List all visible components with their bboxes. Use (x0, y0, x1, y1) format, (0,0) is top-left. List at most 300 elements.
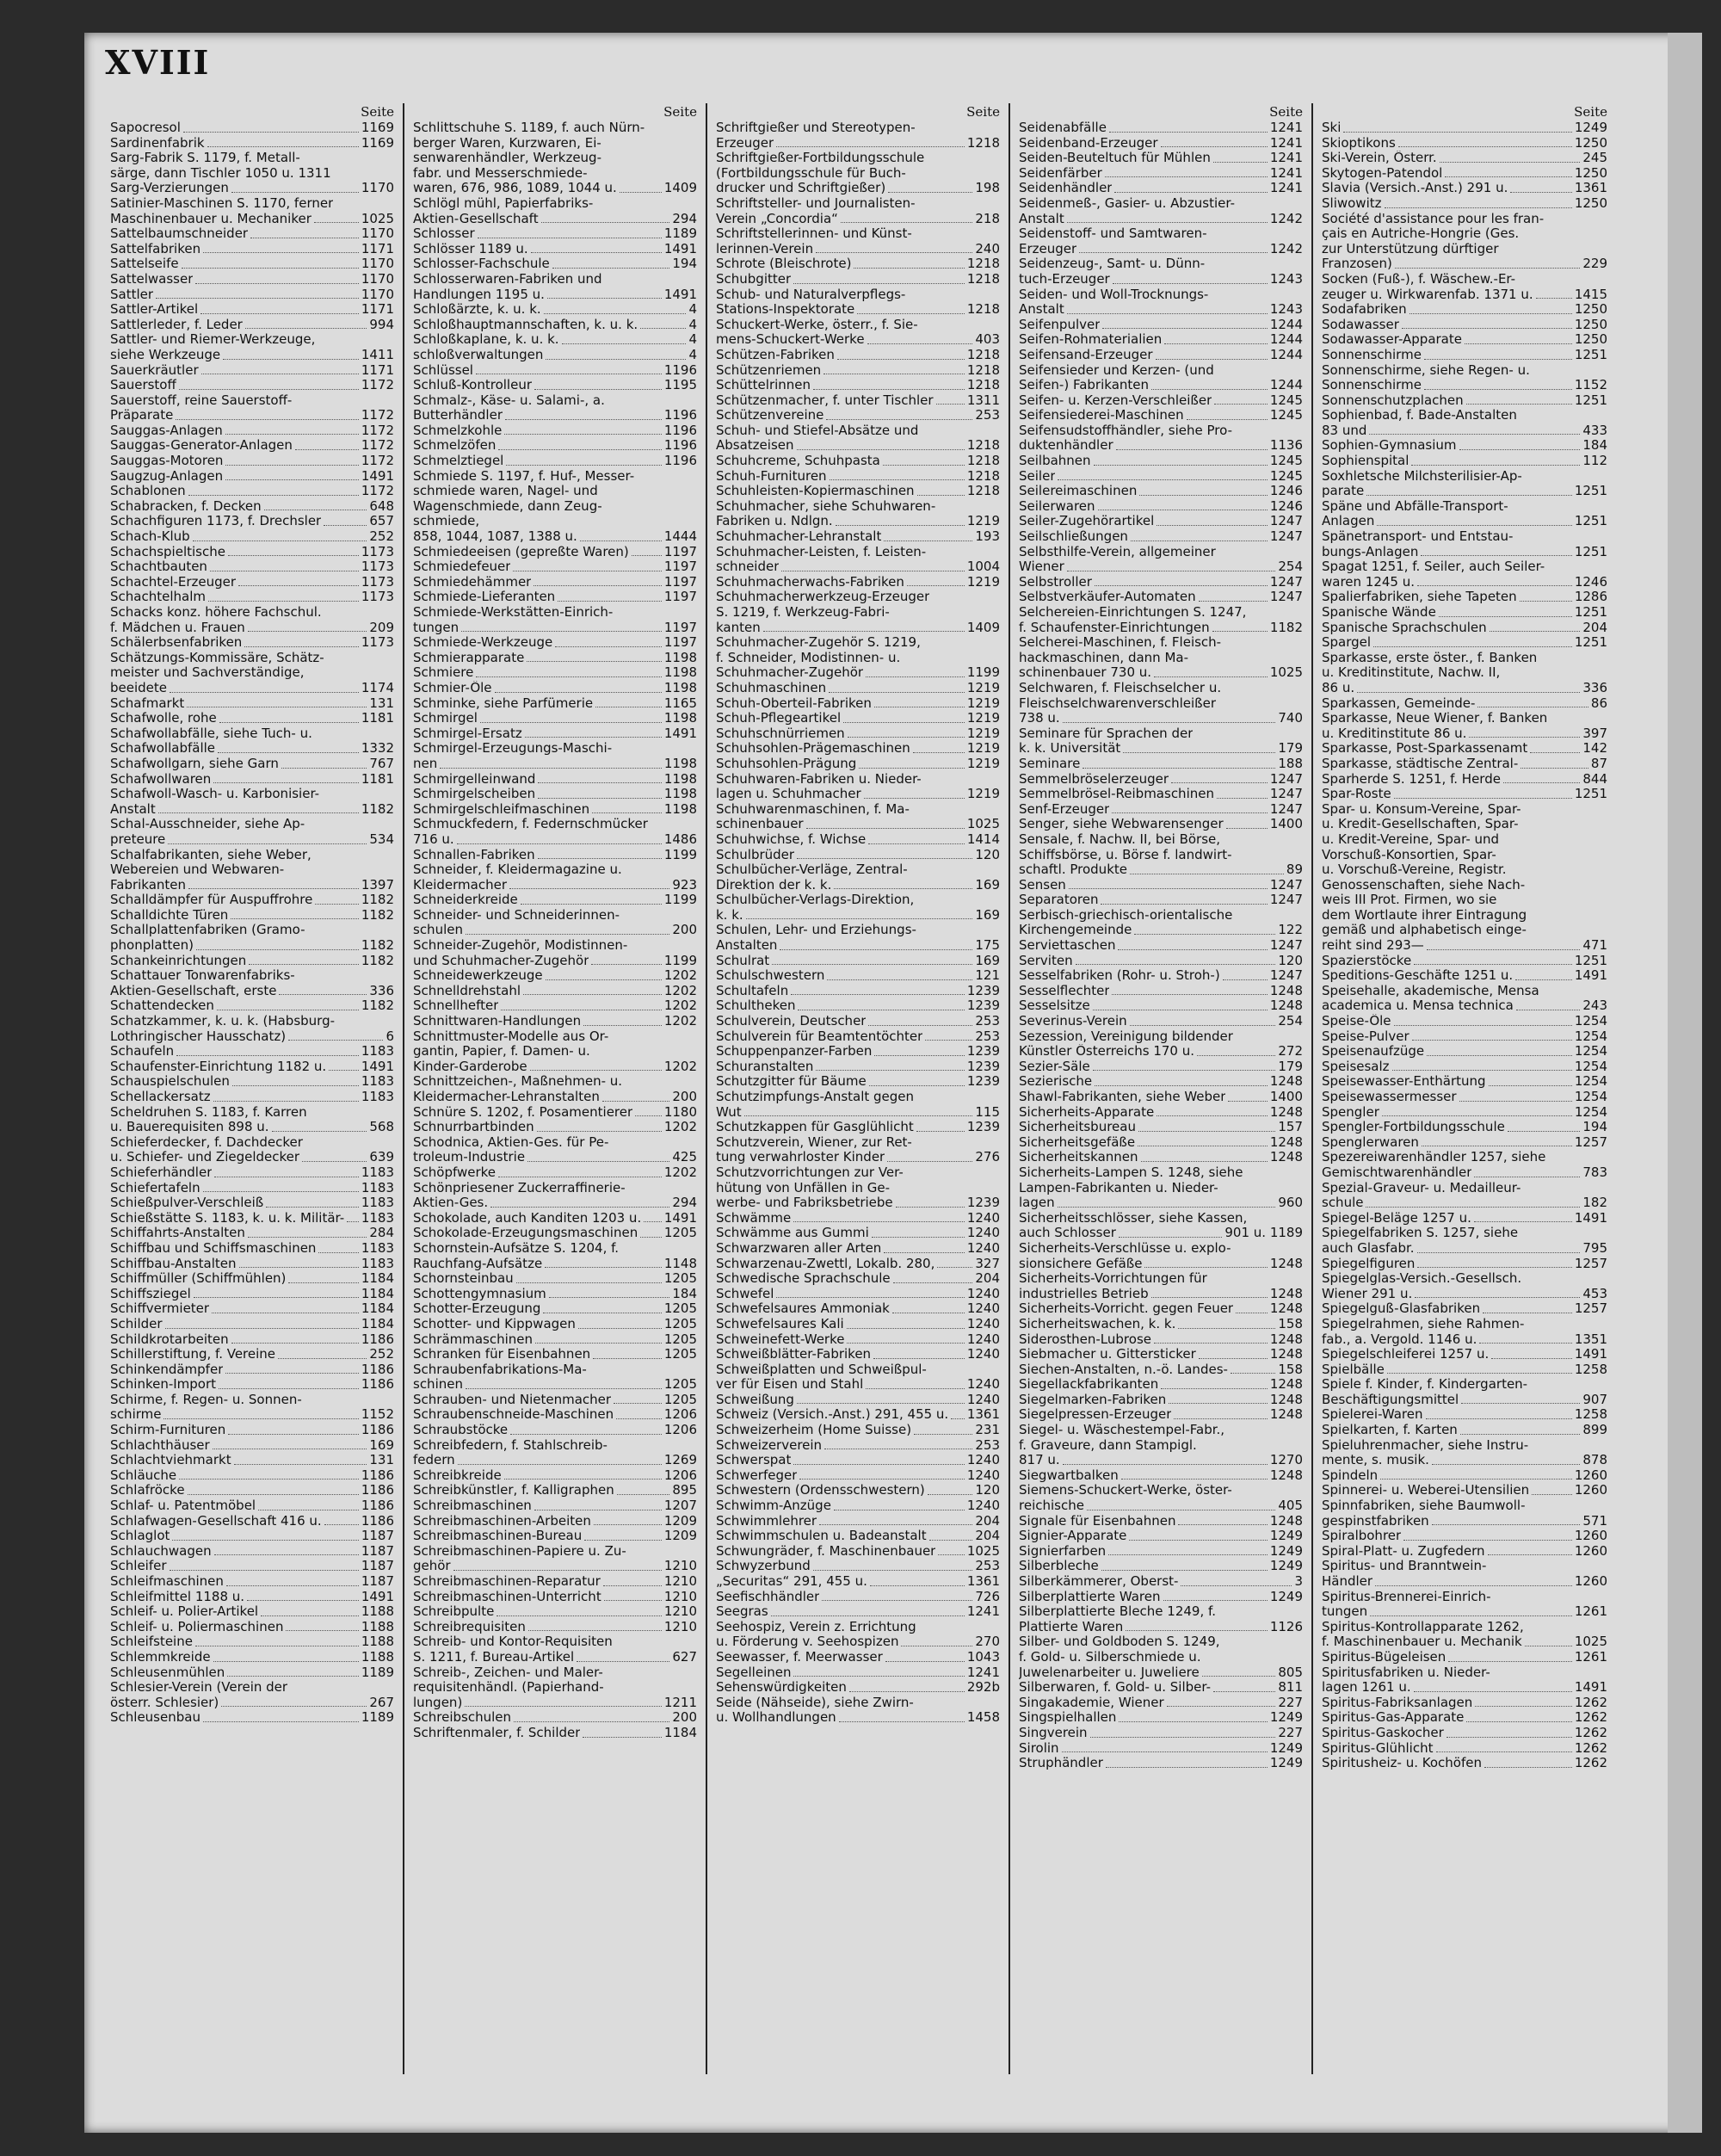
entry-term: Sirolin (1019, 1740, 1059, 1756)
entry-term: Schwarzwaren aller Arten (716, 1240, 882, 1256)
entry-term: Anstalt (1019, 302, 1064, 318)
index-entry (110, 696, 394, 712)
entry-page: 179 (1278, 1059, 1303, 1074)
index-entry (110, 1665, 394, 1681)
index-entry (1322, 1514, 1607, 1529)
entry-page: 1260 (1574, 1529, 1607, 1544)
leader-dots (1116, 449, 1268, 450)
entry-page: 131 (369, 695, 394, 711)
entry-page: 1249 (1269, 1589, 1303, 1604)
entry-term: Schubgitter (716, 271, 792, 287)
entry-term: Schützen-Fabriken (716, 347, 835, 362)
leader-dots (827, 979, 972, 980)
leader-dots (829, 692, 965, 693)
leader-dots (1212, 631, 1268, 632)
leader-dots (1489, 1085, 1572, 1086)
index-entry (1019, 635, 1303, 651)
index-entry (413, 1544, 697, 1560)
leader-dots (771, 1615, 965, 1616)
leader-dots (1366, 1207, 1580, 1208)
entry-page: 1248 (1269, 1407, 1303, 1423)
leader-dots (549, 1297, 670, 1298)
leader-dots (839, 1721, 965, 1722)
entry-page: 1184 (361, 1286, 394, 1301)
entry-page: 1205 (663, 1301, 697, 1317)
entry-page: 1219 (966, 787, 1000, 802)
entry-page: 1197 (663, 559, 697, 575)
entry-page: 1169 (361, 120, 394, 135)
index-entry (110, 454, 394, 469)
index-entry (1322, 1574, 1607, 1590)
entry-page: 1004 (966, 559, 1000, 575)
index-entry (1322, 802, 1607, 818)
entry-page: 1182 (361, 801, 394, 817)
entry-page: 1248 (1269, 1256, 1303, 1271)
entry-page: 405 (1278, 1498, 1303, 1514)
index-entry (110, 1453, 394, 1468)
entry-page: 1197 (663, 590, 697, 605)
entry-page: 1409 (663, 181, 697, 196)
entry-page: 294 (672, 211, 697, 226)
leader-dots (476, 676, 661, 677)
index-entry (110, 1241, 394, 1257)
entry-term: Schreibpulte (413, 1604, 495, 1620)
entry-page: 1239 (966, 1074, 1000, 1090)
entry-term: Schmirgelschleifmaschinen (413, 801, 590, 817)
entry-term: Schotter-Erzeugung (413, 1301, 541, 1317)
entry-page: 227 (1278, 1695, 1303, 1710)
index-entry (716, 968, 1000, 984)
entry-term: Spieluhrenmacher, siehe Instru- (1322, 1437, 1529, 1453)
column-header: Seite (1574, 104, 1607, 120)
index-entry (413, 151, 697, 166)
entry-page: 1248 (1269, 1377, 1303, 1393)
index-entry (1322, 1377, 1607, 1393)
entry-page: 1251 (1574, 514, 1607, 529)
leader-dots (318, 1252, 358, 1253)
entry-page: 1199 (966, 665, 1000, 681)
entry-page: 1491 (663, 241, 697, 256)
entry-term: Schildkrotarbeiten (110, 1331, 229, 1347)
entry-term: waren, 676, 986, 1089, 1044 u. (413, 181, 617, 196)
entry-term: Spielerei-Waren (1322, 1407, 1423, 1423)
entry-page: 1251 (1574, 787, 1607, 802)
leader-dots (461, 631, 662, 632)
entry-term: Schuh- und Stiefel-Absätze und (716, 423, 919, 438)
entry-page: 1202 (663, 1014, 697, 1029)
index-entry (110, 1135, 394, 1151)
entry-term: gehör (413, 1559, 451, 1574)
index-entry (413, 529, 697, 545)
entry-term: Schminke, siehe Parfümerie (413, 695, 594, 711)
entry-term: Spanische Sprachschulen (1322, 620, 1487, 635)
index-entry (110, 1059, 394, 1075)
leader-dots (813, 389, 965, 390)
entry-page: 1248 (1269, 1392, 1303, 1407)
entry-term: Handlungen 1195 u. (413, 287, 545, 302)
leader-dots (1138, 1131, 1275, 1132)
entry-term: Schulverein für Beamtentöchter (716, 1029, 923, 1044)
entry-term: Sicherheitsgefäße (1019, 1134, 1136, 1150)
index-entry (1322, 954, 1607, 969)
entry-page: 131 (369, 1453, 394, 1468)
entry-page: 1218 (966, 454, 1000, 469)
index-entry (1019, 923, 1303, 938)
index-entry (1322, 1650, 1607, 1665)
leader-dots (1157, 525, 1268, 526)
index-entry (1322, 1211, 1607, 1226)
index-entry (413, 1362, 697, 1378)
entry-term: Schöpfwerke (413, 1164, 497, 1180)
entry-page: 1165 (663, 695, 697, 711)
entry-term: Separatoren (1019, 893, 1099, 908)
leader-dots (1174, 1418, 1267, 1419)
leader-dots (848, 737, 965, 738)
entry-term: Schulrat (716, 953, 770, 968)
entry-page: 1043 (966, 1649, 1000, 1665)
entry-term: Schraubstöcke (413, 1423, 509, 1438)
index-entry (1322, 621, 1607, 636)
leader-dots (165, 1328, 359, 1329)
entry-page: 1126 (1269, 1619, 1303, 1634)
entry-page: 6 (386, 1029, 394, 1044)
index-entry (110, 348, 394, 363)
entry-term: Schmiere (413, 665, 474, 681)
leader-dots (1095, 585, 1268, 586)
entry-page: 1262 (1574, 1756, 1607, 1771)
index-entry (110, 287, 394, 303)
index-entry (716, 848, 1000, 863)
entry-term: Seilbahnen (1019, 454, 1091, 469)
entry-page: 1198 (663, 711, 697, 726)
index-entry (110, 1514, 394, 1529)
entry-term: Schuckert-Werke, österr., f. Sie- (716, 317, 918, 332)
index-entry (716, 635, 1000, 651)
index-entry (110, 120, 394, 136)
entry-term: Spiritus-Bügeleisen (1322, 1649, 1447, 1665)
entry-term: schulen (413, 923, 463, 938)
entry-page: 1247 (1269, 893, 1303, 908)
index-entry (1322, 590, 1607, 605)
entry-term: Anstalt (1019, 211, 1064, 226)
leader-dots (1069, 888, 1268, 889)
entry-term: Schalldichte Türen (110, 907, 229, 923)
leader-dots (1163, 1600, 1268, 1601)
index-entry (413, 726, 697, 742)
index-entry (1322, 605, 1607, 621)
index-entry (1019, 1710, 1303, 1726)
index-entry (413, 1620, 697, 1635)
entry-page: 240 (975, 241, 1000, 256)
index-entry (413, 1498, 697, 1514)
index-entry (716, 757, 1000, 772)
index-entry (1019, 984, 1303, 999)
entry-term: Spengler (1322, 1104, 1379, 1120)
entry-term: schneider (716, 559, 780, 575)
leader-dots (537, 1131, 662, 1132)
entry-term: Schmierapparate (413, 650, 525, 665)
index-entry (1019, 1544, 1303, 1560)
entry-page: 1250 (1574, 302, 1607, 318)
entry-page: 245 (1582, 151, 1607, 166)
entry-term: Schlachthäuser (110, 1437, 210, 1453)
leader-dots (1226, 828, 1268, 829)
entry-page: 1409 (966, 620, 1000, 635)
leader-dots (490, 1207, 669, 1208)
entry-page: 1248 (1269, 1104, 1303, 1120)
index-entry (1019, 469, 1303, 485)
entry-page: 1245 (1269, 468, 1303, 484)
leader-dots (1228, 1101, 1267, 1102)
index-entry (716, 696, 1000, 712)
index-entry (110, 1468, 394, 1484)
index-entry (1019, 968, 1303, 984)
entry-term: Schachtel-Erzeuger (110, 574, 237, 590)
leader-dots (843, 722, 965, 723)
entry-page: 1172 (361, 378, 394, 393)
entry-term: Senger, siehe Webwarensenger (1019, 817, 1224, 832)
entry-page: 1257 (1574, 1134, 1607, 1150)
entry-term: Schnallen-Fabriken (413, 847, 535, 862)
entry-term: Schuhcreme, Schuhpasta (716, 454, 880, 469)
entry-term: Senf-Erzeuger (1019, 801, 1110, 817)
leader-dots (836, 525, 965, 526)
entry-term: Sezierische (1019, 1074, 1093, 1090)
index-entry (110, 514, 394, 529)
index-entry (413, 696, 697, 712)
entry-term: Schiffsziegel (110, 1286, 191, 1301)
index-entry (413, 166, 697, 182)
index-entry (1322, 1271, 1607, 1287)
index-entry (1322, 1604, 1607, 1620)
entry-term: Schuhwaren-Fabriken u. Nieder- (716, 771, 922, 787)
entry-page: 231 (975, 1423, 1000, 1438)
entry-page: 120 (1278, 953, 1303, 968)
index-entry (1322, 499, 1607, 515)
entry-page: 1205 (663, 1392, 697, 1407)
entry-term: Aktien-Ges. (413, 1195, 489, 1211)
entry-term: Präparate (110, 408, 174, 423)
entry-page: 1173 (361, 544, 394, 559)
entry-term: Sodawasser (1322, 317, 1399, 332)
index-entry (716, 1453, 1000, 1468)
index-entry (110, 181, 394, 196)
index-entry (1322, 226, 1607, 242)
index-entry (1322, 1696, 1607, 1711)
entry-term: Schuhmacher-Leisten, f. Leisten- (716, 544, 927, 559)
leader-dots (219, 1388, 359, 1389)
leader-dots (591, 964, 661, 965)
entry-term: Schmuckfedern, f. Federnschmücker (413, 817, 648, 832)
entry-page: 1187 (361, 1574, 394, 1589)
index-entry (110, 1074, 394, 1090)
entry-page: 1202 (663, 1059, 697, 1074)
entry-term: Sophienspital (1322, 454, 1409, 469)
entry-term: Semmelbrösel-Reibmaschinen (1019, 787, 1214, 802)
index-entry (1019, 1696, 1303, 1711)
entry-page: 1248 (1269, 1467, 1303, 1483)
entry-page: 1202 (663, 983, 697, 998)
leader-dots (168, 843, 367, 844)
index-entry (110, 529, 394, 545)
entry-term: Schriftenmaler, f. Schilder (413, 1725, 581, 1740)
index-entry (716, 1226, 1000, 1241)
entry-term: lagen (1019, 1195, 1055, 1211)
leader-dots (1171, 782, 1268, 783)
entry-term: Schloßhauptmannschaften, k. u. k. (413, 317, 638, 332)
leader-dots (1465, 343, 1572, 344)
entry-term: Händler (1322, 1574, 1373, 1589)
entry-term: schinenbauer (716, 817, 804, 832)
index-entry (413, 757, 697, 772)
entry-term: Schachspieltische (110, 544, 225, 559)
index-entry (413, 332, 697, 348)
index-entry (1019, 1453, 1303, 1468)
index-entry (1019, 1741, 1303, 1757)
index-entry (716, 665, 1000, 681)
entry-page: 1202 (663, 1164, 697, 1180)
entry-term: Schnurrbartbinden (413, 1120, 534, 1135)
index-entry (716, 938, 1000, 954)
leader-dots (602, 1101, 670, 1102)
entry-page: 1245 (1269, 392, 1303, 408)
leader-dots (578, 1328, 662, 1329)
entry-page: 1245 (1269, 454, 1303, 469)
index-entry (1322, 862, 1607, 878)
entry-term: Spinnerei- u. Weberei-Utensilien (1322, 1483, 1530, 1498)
entry-page: 4 (688, 317, 697, 332)
entry-page: 1183 (361, 1256, 394, 1271)
leader-dots (329, 1070, 359, 1071)
entry-term: f. Gold- u. Silberschmiede u. (1019, 1649, 1201, 1665)
index-entry (716, 1590, 1000, 1605)
entry-page: 1241 (1269, 151, 1303, 166)
index-entry (1019, 908, 1303, 924)
leader-dots (547, 298, 662, 299)
entry-term: Siderosthen-Lubrose (1019, 1331, 1151, 1347)
leader-dots (1394, 1025, 1572, 1026)
leader-dots (498, 449, 661, 450)
entry-term: Schacks konz. höhere Fachschul. (110, 605, 322, 620)
leader-dots (1118, 949, 1267, 950)
leader-dots (538, 782, 661, 783)
entry-page: 740 (1278, 711, 1303, 726)
leader-dots (1394, 798, 1572, 799)
entry-term: nen (413, 756, 438, 771)
entry-term: Silberkämmerer, Oberst- (1019, 1574, 1179, 1589)
leader-dots (281, 768, 367, 769)
entry-term: Schreib- und Kontor-Requisiten (413, 1634, 613, 1650)
index-entry (716, 1014, 1000, 1029)
entry-page: 1183 (361, 1210, 394, 1226)
leader-dots (555, 646, 662, 647)
entry-term: Schuranstalten (716, 1059, 814, 1074)
index-entry (1322, 923, 1607, 938)
entry-term: Schlafwagen-Gesellschaft 416 u. (110, 1513, 322, 1529)
index-entry (413, 681, 697, 696)
index-entry (1322, 378, 1607, 393)
index-entry (110, 1620, 394, 1635)
entry-term: Sardinenfabrik (110, 135, 205, 151)
leader-dots (1414, 1691, 1572, 1692)
leader-dots (1382, 1115, 1572, 1116)
leader-dots (859, 768, 965, 769)
index-entry (1019, 151, 1303, 166)
index-entry (413, 1696, 697, 1711)
index-entry (1322, 1090, 1607, 1105)
index-entry (1019, 1271, 1303, 1287)
index-entry (1322, 651, 1607, 666)
index-entry (413, 1650, 697, 1665)
index-entry (716, 454, 1000, 469)
index-entry (110, 1634, 394, 1650)
index-entry (1322, 908, 1607, 924)
leader-dots (1536, 298, 1572, 299)
entry-term: Schleifmittel 1188 u. (110, 1589, 245, 1604)
entry-term: Sauggas-Anlagen (110, 423, 223, 438)
entry-term: Butterhändler (413, 408, 503, 423)
leader-dots (1167, 1706, 1276, 1707)
leader-dots (1426, 1418, 1572, 1419)
entry-page: 1202 (663, 968, 697, 984)
entry-page: 1196 (663, 408, 697, 423)
entry-page: 1258 (1574, 1362, 1607, 1377)
entry-term: Schriftgießer und Stereotypen- (716, 120, 916, 135)
entry-term: Schlauchwagen (110, 1543, 212, 1559)
entry-term: Silberplattierte Bleche 1249, f. (1019, 1604, 1216, 1620)
entry-term: särge, dann Tischler 1050 u. 1311 (110, 165, 331, 181)
leader-dots (772, 964, 972, 965)
entry-page: 1249 (1269, 1740, 1303, 1756)
leader-dots (1109, 132, 1268, 133)
index-entry (1019, 665, 1303, 681)
index-entry (1322, 1680, 1607, 1696)
entry-term: 817 u. (1019, 1453, 1060, 1468)
entry-page: 1247 (1269, 574, 1303, 590)
leader-dots (1108, 1554, 1268, 1555)
leader-dots (866, 1388, 965, 1389)
entry-term: Signale für Eisenbahnen (1019, 1513, 1176, 1529)
index-entry (1019, 1665, 1303, 1681)
leader-dots (1178, 1328, 1275, 1329)
entry-term: Sensale, f. Nachw. II, bei Börse, (1019, 831, 1221, 847)
leader-dots (1366, 495, 1572, 496)
entry-term: Schutzgitter für Bäume (716, 1074, 867, 1090)
index-entry (716, 332, 1000, 348)
entry-page: 1491 (1574, 1347, 1607, 1362)
entry-page: 1246 (1269, 498, 1303, 514)
index-entry (716, 151, 1000, 166)
entry-page: 1181 (361, 711, 394, 726)
entry-term: Schweizerverein (716, 1437, 823, 1453)
entry-term: industrielles Betrieb (1019, 1286, 1149, 1301)
index-entry (1322, 1407, 1607, 1423)
index-entry (1019, 1120, 1303, 1135)
entry-term: Schmiede-Werkstätten-Einrich- (413, 605, 614, 620)
index-entry (1019, 998, 1303, 1014)
leader-dots (207, 146, 359, 147)
leader-dots (864, 798, 965, 799)
entry-page: 253 (975, 1029, 1000, 1044)
entry-term: lagen 1261 u. (1322, 1680, 1411, 1696)
index-entry (1322, 514, 1607, 529)
index-entry (716, 181, 1000, 196)
entry-page: 1186 (361, 1498, 394, 1514)
entry-term: Seiler (1019, 468, 1056, 484)
index-entry (1019, 696, 1303, 712)
index-entry (716, 1377, 1000, 1393)
entry-term: preteure (110, 831, 166, 847)
